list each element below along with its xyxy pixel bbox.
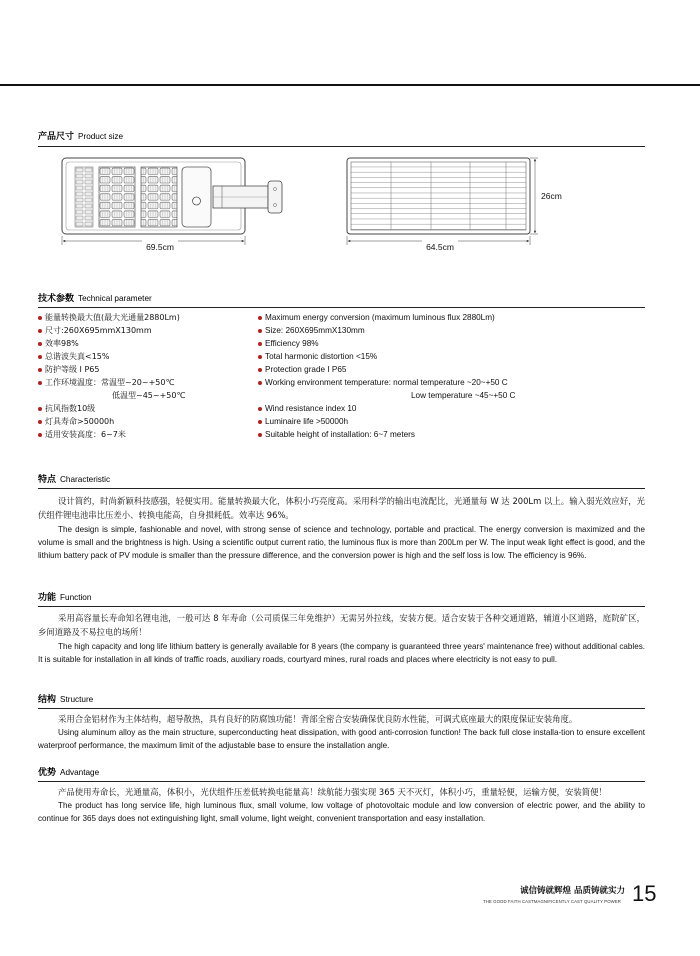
- section-title-zh: 产品尺寸: [38, 132, 75, 142]
- section-title-zh: 技术参数: [38, 294, 75, 304]
- section-title-function: [38, 592, 91, 604]
- tech-item-en: Suitable height of installation: 6~7 meters: [258, 429, 415, 440]
- dimension-label-side-height: 26cm: [541, 191, 562, 201]
- advantage-text-en: The product has long service life, high luminous flux, small volume, low voltage of photovoltaic module and low conversion of electric power, and the ability to continue for 365 days does not extinguishing light, small volume, light weight, convenient transportation and easy installation.: [38, 801, 645, 823]
- section-title-zh: 优势: [38, 768, 57, 778]
- side-view: [347, 158, 562, 252]
- section-title-en: Structure: [60, 695, 94, 704]
- section-title-en: Advantage: [60, 768, 100, 777]
- tech-item-en: Protection grade I P65: [258, 364, 346, 375]
- section-rule: [38, 488, 645, 489]
- tech-item-zh: 尺寸:260X695mmX130mm: [38, 325, 152, 336]
- section-rule: [38, 708, 645, 709]
- section-rule: [38, 606, 645, 607]
- section-title-characteristic: [38, 474, 110, 486]
- section-title-technical-parameter: [38, 293, 152, 305]
- tech-item-en: Efficiency 98%: [258, 338, 319, 349]
- side-panel-grid: [351, 162, 526, 230]
- section-title-zh: 功能: [38, 593, 57, 603]
- tech-item-en: Luminaire life >50000h: [258, 416, 348, 427]
- tech-item-zh-continuation: 低温型~45~+50℃: [112, 391, 186, 400]
- product-size-diagram: [55, 150, 575, 255]
- footer-slogan-en: THE GOOD FAITH CASTMAGNIFICENTLY CAST QUALITY POWER: [482, 899, 621, 904]
- section-title-en: Technical parameter: [78, 294, 152, 303]
- characteristic-text-zh: 设计简约，时尚新颖科技感强，轻便实用。能量转换最大化，体积小巧亮度高。采用科学的输出电流配比，光通量每 W 达 200Lm 以上。输入弱光效应好，光伏组件锂电池串比压差小、转换电能高，自身损耗低。效率达 96%。: [38, 496, 645, 520]
- page-number: 15: [632, 881, 657, 906]
- top-view: [62, 158, 282, 252]
- function-text-en: The high capacity and long life lithium battery is generally available for 8 years (the company is guaranteed three years' maintenance free) without additional cables. It is suitable for installation in all kinds of traffic roads, auxiliary roads, courtyard mines, rural roads and places where electricity is not easy to pull.: [38, 642, 645, 664]
- section-rule: [38, 307, 645, 308]
- tech-item-en: Size: 260X695mmX130mm: [258, 325, 365, 336]
- mounting-bracket-flange: [268, 181, 282, 213]
- section-title-en: Function: [60, 593, 92, 602]
- tech-item-en: Working environment temperature: normal temperature ~20~+50 C: [258, 377, 508, 388]
- section-title-product-size: [38, 131, 123, 143]
- tech-item-zh: 适用安装高度：6~7米: [38, 429, 126, 440]
- tech-item-zh: 灯具寿命>50000h: [38, 416, 114, 427]
- tech-item-en: Wind resistance index 10: [258, 403, 356, 414]
- solar-panel-right: [141, 167, 177, 227]
- structure-text-zh: 采用合金铝材作为主体结构，超导散热，具有良好的防腐蚀功能！背部全密合安装确保优良防水性能，可调式底座最大的限度保证安装角度。: [58, 714, 578, 724]
- section-rule: [38, 146, 645, 147]
- solar-panel-left: [99, 167, 135, 227]
- tech-item-zh: 总谐波失真<15%: [38, 351, 109, 362]
- tech-item-zh: 工作环境温度：常温型~20~+50℃: [38, 377, 174, 388]
- section-title-structure: [38, 694, 93, 706]
- tech-item-zh: 防护等级 I P65: [38, 364, 99, 375]
- tech-item-en-continuation: Low temperature ~45~+50 C: [411, 391, 516, 400]
- dimension-label-top-length: 69.5cm: [146, 242, 174, 252]
- advantage-text-zh: 产品使用寿命长，光通量高，体积小，光伏组件压差低转换电能量高！续航能力强实现 365 天不灭灯，体积小巧，重量轻便，运输方便，安装简便！: [58, 787, 607, 797]
- footer-slogan: 诚信铸就辉煌 品质铸就实力: [520, 886, 625, 896]
- tech-item-en: Maximum energy conversion (maximum luminous flux 2880Lm): [258, 312, 495, 323]
- section-title-en: Product size: [78, 132, 124, 141]
- section-title-advantage: [38, 767, 99, 779]
- characteristic-text-en: The design is simple, fashionable and novel, with strong sense of science and technology, portable and practical. The energy conversion is maximized and the volume is small and the brightness is high. Using a scientific output current ratio, the luminous flux is more than 200Lm per W. The input weak light effect is good, and the lithium battery pack of PV module is smaller than the pressure difference, and the conversion power is high and the self loss is low. The efficiency is 96%.: [38, 525, 645, 560]
- tech-item-zh: 抗风指数10级: [38, 403, 95, 414]
- tech-item-zh: 效率98%: [38, 338, 79, 349]
- tech-item-zh: 能量转换最大值(最大光通量2880Lm): [38, 312, 180, 323]
- structure-text-en: Using aluminum alloy as the main structure, superconducting heat dissipation, with good anti-corrosion function! The back full close installa-tion to ensure excellent waterproof performance, the maximum limit of the adjustable base to ensure the installation angle.: [38, 728, 645, 750]
- top-rule: [0, 84, 700, 86]
- tech-item-en: Total harmonic distortion <15%: [258, 351, 377, 362]
- led-strip: [75, 167, 93, 227]
- section-title-zh: 结构: [38, 695, 57, 705]
- section-title-en: Characteristic: [60, 475, 111, 484]
- dimension-label-side-length: 64.5cm: [426, 242, 454, 252]
- function-text-zh: 采用高容量长寿命知名锂电池，一般可达 8 年寿命（公司质保三年免维护）无需另外拉线，安装方便。适合安装于各种交通道路，辅道小区道路，庭院矿区，乡间道路及不易拉电的场所！: [38, 613, 645, 637]
- section-rule: [38, 781, 645, 782]
- section-title-zh: 特点: [38, 475, 57, 485]
